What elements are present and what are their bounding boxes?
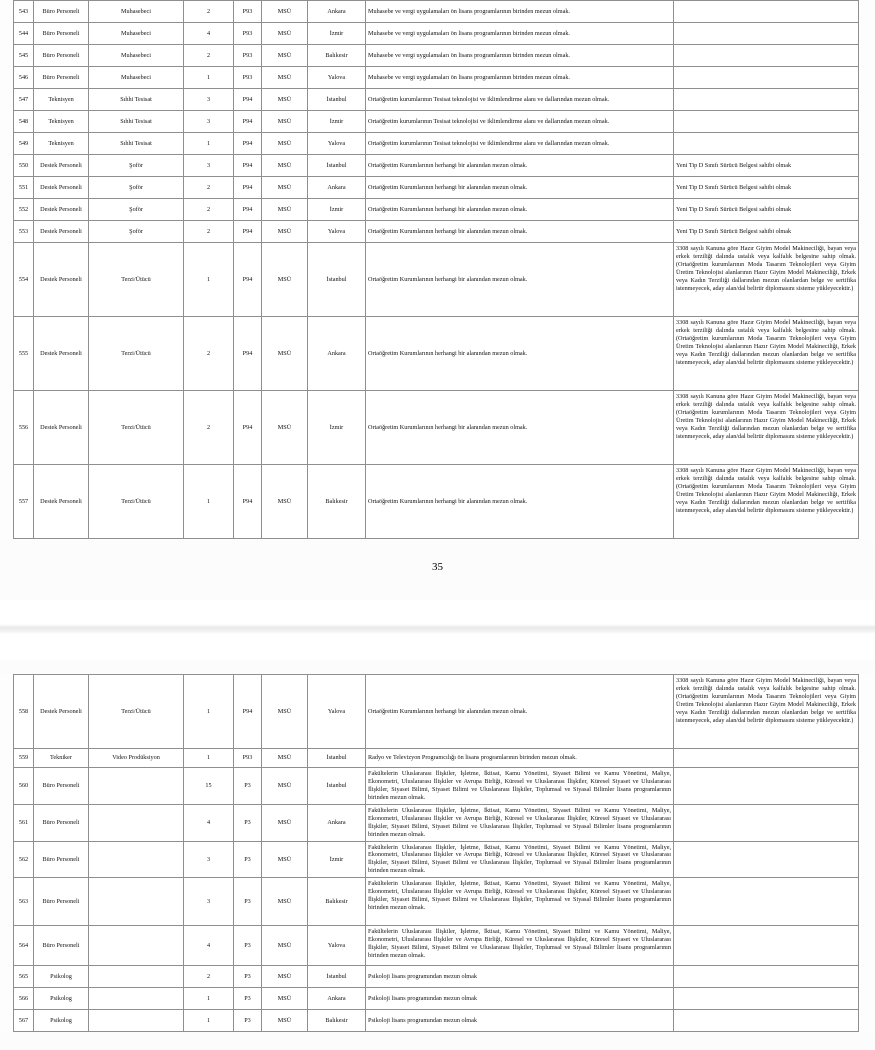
cell-ogrenim-sarti: Ortaöğretim Kurumlarının herhangi bir alanından mezun olmak. bbox=[366, 317, 674, 391]
cell-adet: 2 bbox=[184, 221, 234, 243]
table-row bbox=[14, 768, 859, 805]
table-row bbox=[14, 878, 859, 926]
page-separator-line bbox=[0, 624, 875, 634]
cell-ogrenim-sarti: Muhasebe ve vergi uygulamaları ön lisans programlarının birinden mezun olmak. bbox=[366, 67, 674, 89]
cell-ogrenim-sarti: Fakültelerin Uluslararası İlişkiler, İşletme, İktisat, Kamu Yönetimi, Siyaset Bilimi ve Kamu Yönetimi, Maliye, Ekonometri, Uluslararası İlişkiler ve Avrupa Birliği, Küresel ve Uluslararası İlişkiler, Küresel Siyaset ve Uluslararası İlişkiler, Siyaset Bilimi, Siyaset Bilimi ve Uluslararası İlişkiler, Toplumsal ve Siyasal Bilimler lisans programlarının birinden mezun olmak. bbox=[366, 841, 674, 878]
kadro-table-body-page-2 bbox=[14, 675, 859, 1032]
cell-ozel-sart bbox=[674, 988, 859, 1010]
cell-adet: 3 bbox=[184, 89, 234, 111]
page-2-sheet bbox=[0, 674, 875, 1032]
cell-brans: Terzi/Ütücü bbox=[89, 317, 184, 391]
table-row bbox=[14, 988, 859, 1010]
cell-sira-no: 545 bbox=[14, 45, 34, 67]
cell-nitelik-kodu: P94 bbox=[234, 465, 262, 539]
cell-il: İzmir bbox=[308, 199, 366, 221]
cell-kurum: MSÜ bbox=[262, 675, 308, 749]
cell-nitelik-kodu: P94 bbox=[234, 89, 262, 111]
cell-ozel-sart bbox=[674, 45, 859, 67]
cell-ogrenim-sarti: Ortaöğretim Kurumlarının herhangi bir alanından mezun olmak. bbox=[366, 199, 674, 221]
page-number: 35 bbox=[432, 561, 443, 573]
cell-adet: 2 bbox=[184, 199, 234, 221]
cell-unvan: Büro Personeli bbox=[34, 45, 89, 67]
page-2-bottom-spacer bbox=[0, 1032, 875, 1050]
cell-nitelik-kodu: P3 bbox=[234, 768, 262, 805]
cell-ozel-sart: 3308 sayılı Kanuna göre Hazır Giyim Model Makineciliği, bayan veya erkek terziliği dalında ustalık veya kalfalık belgesine sahip olmak. (Ortaöğretim kurumlarının Moda Tasarım Teknolojileri veya Giyim Üretim Teknolojisi alanlarının Hazır Giyim Model Makineciliği, Erkek veya Kadın Terziliği dallarından mezun olanlardan belge ve sertifika istenmeyecek, aday alan/dal belirtir diplomasını sisteme yükleyecektir.) bbox=[674, 317, 859, 391]
cell-ogrenim-sarti: Ortaöğretim kurumlarının Tesisat teknolojisi ve iklimlendirme alanı ve dallarından mezun olmak. bbox=[366, 89, 674, 111]
cell-ogrenim-sarti: Ortaöğretim Kurumlarının herhangi bir alanından mezun olmak. bbox=[366, 465, 674, 539]
cell-kurum: MSÜ bbox=[262, 841, 308, 878]
cell-nitelik-kodu: P94 bbox=[234, 221, 262, 243]
table-row bbox=[14, 111, 859, 133]
cell-brans: Şoför bbox=[89, 155, 184, 177]
cell-adet: 1 bbox=[184, 243, 234, 317]
cell-sira-no: 561 bbox=[14, 804, 34, 841]
cell-nitelik-kodu: P3 bbox=[234, 841, 262, 878]
cell-il: İzmir bbox=[308, 391, 366, 465]
cell-il: Ankara bbox=[308, 804, 366, 841]
cell-nitelik-kodu: P3 bbox=[234, 878, 262, 926]
cell-nitelik-kodu: P94 bbox=[234, 317, 262, 391]
cell-nitelik-kodu: P94 bbox=[234, 391, 262, 465]
cell-ozel-sart bbox=[674, 926, 859, 966]
cell-ogrenim-sarti: Muhasebe ve vergi uygulamaları ön lisans programlarının birinden mezun olmak. bbox=[366, 1, 674, 23]
cell-sira-no: 543 bbox=[14, 1, 34, 23]
cell-ozel-sart: 3308 sayılı Kanuna göre Hazır Giyim Model Makineciliği, bayan veya erkek terziliği dalında ustalık veya kalfalık belgesine sahip olmak. (Ortaöğretim kurumlarının Moda Tasarım Teknolojileri veya Giyim Üretim Teknolojisi alanlarının Hazır Giyim Model Makineciliği, Erkek veya Kadın Terziliği dallarından mezun olanlardan belge ve sertifika istenmeyecek, aday alan/dal belirtir diplomasını sisteme yükleyecektir.) bbox=[674, 391, 859, 465]
cell-kurum: MSÜ bbox=[262, 878, 308, 926]
table-row bbox=[14, 221, 859, 243]
cell-kurum: MSÜ bbox=[262, 177, 308, 199]
cell-ogrenim-sarti: Fakültelerin Uluslararası İlişkiler, İşletme, İktisat, Kamu Yönetimi, Siyaset Bilimi ve Kamu Yönetimi, Maliye, Ekonometri, Uluslararası İlişkiler ve Avrupa Birliği, Küresel ve Uluslararası İlişkiler, Küresel Siyaset ve Uluslararası İlişkiler, Siyaset Bilimi, Siyaset Bilimi ve Uluslararası İlişkiler, Toplumsal ve Siyasal Bilimler lisans programlarının birinden mezun olmak. bbox=[366, 926, 674, 966]
cell-sira-no: 546 bbox=[14, 67, 34, 89]
cell-sira-no: 554 bbox=[14, 243, 34, 317]
cell-ozel-sart bbox=[674, 23, 859, 45]
cell-ozel-sart: Yeni Tip D Sınıfı Sürücü Belgesi sahibi olmak bbox=[674, 155, 859, 177]
table-row bbox=[14, 317, 859, 391]
cell-il: İstanbul bbox=[308, 155, 366, 177]
cell-ogrenim-sarti: Ortaöğretim Kurumlarının herhangi bir alanından mezun olmak. bbox=[366, 221, 674, 243]
cell-il: Yalova bbox=[308, 221, 366, 243]
cell-ozel-sart: Yeni Tip D Sınıfı Sürücü Belgesi sahibi olmak bbox=[674, 221, 859, 243]
cell-il: Balıkesir bbox=[308, 45, 366, 67]
cell-kurum: MSÜ bbox=[262, 391, 308, 465]
cell-ogrenim-sarti: Psikoloji lisans programından mezun olmak bbox=[366, 988, 674, 1010]
cell-unvan: Destek Personeli bbox=[34, 243, 89, 317]
cell-adet: 1 bbox=[184, 749, 234, 768]
cell-sira-no: 552 bbox=[14, 199, 34, 221]
cell-kurum: MSÜ bbox=[262, 67, 308, 89]
cell-sira-no: 547 bbox=[14, 89, 34, 111]
cell-unvan: Büro Personeli bbox=[34, 878, 89, 926]
kadro-table-page-2 bbox=[13, 674, 859, 1032]
page-2-top-spacer bbox=[0, 660, 875, 674]
cell-ogrenim-sarti: Ortaöğretim Kurumlarının herhangi bir alanından mezun olmak. bbox=[366, 675, 674, 749]
cell-kurum: MSÜ bbox=[262, 926, 308, 966]
cell-il: Ankara bbox=[308, 317, 366, 391]
cell-sira-no: 553 bbox=[14, 221, 34, 243]
cell-adet: 1 bbox=[184, 465, 234, 539]
cell-kurum: MSÜ bbox=[262, 1, 308, 23]
cell-il: Balıkesir bbox=[308, 465, 366, 539]
cell-sira-no: 562 bbox=[14, 841, 34, 878]
kadro-table-body-page-1 bbox=[14, 1, 859, 539]
cell-adet: 2 bbox=[184, 1, 234, 23]
cell-adet: 3 bbox=[184, 841, 234, 878]
cell-nitelik-kodu: P93 bbox=[234, 45, 262, 67]
cell-brans bbox=[89, 768, 184, 805]
cell-kurum: MSÜ bbox=[262, 45, 308, 67]
cell-nitelik-kodu: P3 bbox=[234, 1010, 262, 1032]
cell-brans: Terzi/Ütücü bbox=[89, 465, 184, 539]
cell-il: İstanbul bbox=[308, 749, 366, 768]
cell-brans bbox=[89, 1010, 184, 1032]
cell-il: Balıkesir bbox=[308, 878, 366, 926]
cell-kurum: MSÜ bbox=[262, 768, 308, 805]
cell-sira-no: 550 bbox=[14, 155, 34, 177]
cell-unvan: Destek Personeli bbox=[34, 155, 89, 177]
cell-adet: 2 bbox=[184, 177, 234, 199]
cell-unvan: Destek Personeli bbox=[34, 317, 89, 391]
cell-il: Ankara bbox=[308, 1, 366, 23]
cell-nitelik-kodu: P94 bbox=[234, 675, 262, 749]
cell-ogrenim-sarti: Ortaöğretim Kurumlarının herhangi bir alanından mezun olmak. bbox=[366, 155, 674, 177]
cell-kurum: MSÜ bbox=[262, 966, 308, 988]
cell-sira-no: 551 bbox=[14, 177, 34, 199]
cell-unvan: Tekniker bbox=[34, 749, 89, 768]
cell-il: İzmir bbox=[308, 111, 366, 133]
cell-unvan: Destek Personeli bbox=[34, 675, 89, 749]
cell-sira-no: 564 bbox=[14, 926, 34, 966]
cell-unvan: Büro Personeli bbox=[34, 841, 89, 878]
table-row bbox=[14, 177, 859, 199]
cell-ogrenim-sarti: Ortaöğretim kurumlarının Tesisat teknolojisi ve iklimlendirme alanı ve dallarından mezun olmak. bbox=[366, 133, 674, 155]
cell-kurum: MSÜ bbox=[262, 199, 308, 221]
cell-sira-no: 557 bbox=[14, 465, 34, 539]
cell-kurum: MSÜ bbox=[262, 317, 308, 391]
cell-kurum: MSÜ bbox=[262, 243, 308, 317]
cell-il: Ankara bbox=[308, 988, 366, 1010]
cell-ozel-sart bbox=[674, 768, 859, 805]
cell-kurum: MSÜ bbox=[262, 133, 308, 155]
cell-ozel-sart: Yeni Tip D Sınıfı Sürücü Belgesi sahibi olmak bbox=[674, 199, 859, 221]
cell-ozel-sart bbox=[674, 749, 859, 768]
cell-il: Balıkesir bbox=[308, 1010, 366, 1032]
cell-ozel-sart: 3308 sayılı Kanuna göre Hazır Giyim Model Makineciliği, bayan veya erkek terziliği dalında ustalık veya kalfalık belgesine sahip olmak. (Ortaöğretim kurumlarının Moda Tasarım Teknolojileri veya Giyim Üretim Teknolojisi alanlarının Hazır Giyim Model Makineciliği, Erkek veya Kadın Terziliği dallarından mezun olanlardan belge ve sertifika istenmeyecek, aday alan/dal belirtir diplomasını sisteme yükleyecektir.) bbox=[674, 465, 859, 539]
cell-sira-no: 559 bbox=[14, 749, 34, 768]
cell-sira-no: 560 bbox=[14, 768, 34, 805]
cell-brans: Şoför bbox=[89, 177, 184, 199]
cell-adet: 3 bbox=[184, 155, 234, 177]
cell-unvan: Teknisyen bbox=[34, 111, 89, 133]
cell-sira-no: 558 bbox=[14, 675, 34, 749]
cell-brans: Sıhhi Tesisat bbox=[89, 89, 184, 111]
cell-nitelik-kodu: P94 bbox=[234, 199, 262, 221]
cell-kurum: MSÜ bbox=[262, 465, 308, 539]
cell-ogrenim-sarti: Ortaöğretim kurumlarının Tesisat teknolojisi ve iklimlendirme alanı ve dallarından mezun olmak. bbox=[366, 111, 674, 133]
table-row bbox=[14, 155, 859, 177]
cell-ozel-sart bbox=[674, 841, 859, 878]
cell-adet: 4 bbox=[184, 23, 234, 45]
cell-ozel-sart: 3308 sayılı Kanuna göre Hazır Giyim Model Makineciliği, bayan veya erkek terziliği dalında ustalık veya kalfalık belgesine sahip olmak. (Ortaöğretim kurumlarının Moda Tasarım Teknolojileri veya Giyim Üretim Teknolojisi alanlarının Hazır Giyim Model Makineciliği, Erkek veya Kadın Terziliği dallarından mezun olanlardan belge ve sertifika istenmeyecek, aday alan/dal belirtir diplomasını sisteme yükleyecektir.) bbox=[674, 243, 859, 317]
cell-brans: Terzi/Ütücü bbox=[89, 675, 184, 749]
cell-ozel-sart bbox=[674, 67, 859, 89]
cell-brans: Şoför bbox=[89, 199, 184, 221]
cell-kurum: MSÜ bbox=[262, 23, 308, 45]
cell-brans: Sıhhi Tesisat bbox=[89, 111, 184, 133]
cell-brans: Video Prodüksiyon bbox=[89, 749, 184, 768]
table-row bbox=[14, 89, 859, 111]
cell-il: İzmir bbox=[308, 23, 366, 45]
table-row bbox=[14, 749, 859, 768]
cell-ozel-sart bbox=[674, 1010, 859, 1032]
cell-nitelik-kodu: P93 bbox=[234, 749, 262, 768]
cell-kurum: MSÜ bbox=[262, 111, 308, 133]
table-row bbox=[14, 1010, 859, 1032]
cell-brans bbox=[89, 966, 184, 988]
cell-ozel-sart bbox=[674, 878, 859, 926]
cell-il: Yalova bbox=[308, 675, 366, 749]
cell-brans: Şoför bbox=[89, 221, 184, 243]
cell-brans bbox=[89, 804, 184, 841]
cell-ogrenim-sarti: Fakültelerin Uluslararası İlişkiler, İşletme, İktisat, Kamu Yönetimi, Siyaset Bilimi ve Kamu Yönetimi, Maliye, Ekonometri, Uluslararası İlişkiler ve Avrupa Birliği, Küresel ve Uluslararası İlişkiler, Küresel Siyaset ve Uluslararası İlişkiler, Siyaset Bilimi, Siyaset Bilimi ve Uluslararası İlişkiler, Toplumsal ve Siyasal Bilimler lisans programlarının birinden mezun olmak. bbox=[366, 878, 674, 926]
cell-ogrenim-sarti: Ortaöğretim Kurumlarının herhangi bir alanından mezun olmak. bbox=[366, 243, 674, 317]
cell-nitelik-kodu: P94 bbox=[234, 177, 262, 199]
cell-nitelik-kodu: P94 bbox=[234, 155, 262, 177]
cell-nitelik-kodu: P94 bbox=[234, 133, 262, 155]
cell-brans: Muhasebeci bbox=[89, 67, 184, 89]
cell-unvan: Büro Personeli bbox=[34, 926, 89, 966]
table-row bbox=[14, 465, 859, 539]
table-row bbox=[14, 804, 859, 841]
cell-ogrenim-sarti: Muhasebe ve vergi uygulamaları ön lisans programlarının birinden mezun olmak. bbox=[366, 45, 674, 67]
cell-kurum: MSÜ bbox=[262, 804, 308, 841]
cell-brans: Terzi/Ütücü bbox=[89, 243, 184, 317]
cell-unvan: Destek Personeli bbox=[34, 221, 89, 243]
cell-adet: 1 bbox=[184, 988, 234, 1010]
cell-unvan: Psikolog bbox=[34, 988, 89, 1010]
table-row bbox=[14, 199, 859, 221]
cell-ozel-sart bbox=[674, 1, 859, 23]
cell-ogrenim-sarti: Radyo ve Televizyon Programcılığı ön lisans programlarının birinden mezun olmak. bbox=[366, 749, 674, 768]
cell-sira-no: 563 bbox=[14, 878, 34, 926]
table-row bbox=[14, 841, 859, 878]
cell-nitelik-kodu: P94 bbox=[234, 243, 262, 317]
cell-brans: Muhasebeci bbox=[89, 1, 184, 23]
cell-ogrenim-sarti: Psikoloji lisans programından mezun olmak bbox=[366, 966, 674, 988]
cell-il: Ankara bbox=[308, 177, 366, 199]
cell-kurum: MSÜ bbox=[262, 1010, 308, 1032]
cell-brans bbox=[89, 878, 184, 926]
cell-brans bbox=[89, 926, 184, 966]
document-page-2 bbox=[0, 660, 875, 1050]
cell-unvan: Büro Personeli bbox=[34, 768, 89, 805]
cell-sira-no: 544 bbox=[14, 23, 34, 45]
cell-nitelik-kodu: P93 bbox=[234, 1, 262, 23]
cell-adet: 4 bbox=[184, 926, 234, 966]
cell-ozel-sart bbox=[674, 804, 859, 841]
cell-brans bbox=[89, 841, 184, 878]
table-row bbox=[14, 45, 859, 67]
cell-nitelik-kodu: P93 bbox=[234, 23, 262, 45]
cell-ogrenim-sarti: Muhasebe ve vergi uygulamaları ön lisans programlarının birinden mezun olmak. bbox=[366, 23, 674, 45]
cell-ogrenim-sarti: Ortaöğretim Kurumlarının herhangi bir alanından mezun olmak. bbox=[366, 391, 674, 465]
cell-adet: 2 bbox=[184, 966, 234, 988]
cell-unvan: Teknisyen bbox=[34, 133, 89, 155]
cell-unvan: Büro Personeli bbox=[34, 804, 89, 841]
table-row bbox=[14, 926, 859, 966]
cell-brans: Muhasebeci bbox=[89, 23, 184, 45]
cell-sira-no: 548 bbox=[14, 111, 34, 133]
cell-adet: 15 bbox=[184, 768, 234, 805]
cell-adet: 2 bbox=[184, 317, 234, 391]
cell-sira-no: 556 bbox=[14, 391, 34, 465]
table-row bbox=[14, 675, 859, 749]
table-row bbox=[14, 67, 859, 89]
cell-brans: Sıhhi Tesisat bbox=[89, 133, 184, 155]
cell-il: Yalova bbox=[308, 926, 366, 966]
cell-kurum: MSÜ bbox=[262, 988, 308, 1010]
cell-il: Yalova bbox=[308, 133, 366, 155]
cell-nitelik-kodu: P3 bbox=[234, 966, 262, 988]
cell-adet: 4 bbox=[184, 804, 234, 841]
cell-unvan: Büro Personeli bbox=[34, 23, 89, 45]
cell-ozel-sart bbox=[674, 966, 859, 988]
cell-adet: 3 bbox=[184, 111, 234, 133]
page-separator bbox=[0, 600, 875, 660]
cell-nitelik-kodu: P3 bbox=[234, 804, 262, 841]
cell-ozel-sart: Yeni Tip D Sınıfı Sürücü Belgesi sahibi olmak bbox=[674, 177, 859, 199]
cell-unvan: Psikolog bbox=[34, 1010, 89, 1032]
cell-ozel-sart bbox=[674, 133, 859, 155]
table-row bbox=[14, 23, 859, 45]
cell-nitelik-kodu: P93 bbox=[234, 67, 262, 89]
cell-il: İzmir bbox=[308, 841, 366, 878]
cell-brans bbox=[89, 988, 184, 1010]
cell-ogrenim-sarti: Fakültelerin Uluslararası İlişkiler, İşletme, İktisat, Kamu Yönetimi, Siyaset Bilimi ve Kamu Yönetimi, Maliye, Ekonometri, Uluslararası İlişkiler ve Avrupa Birliği, Küresel ve Uluslararası İlişkiler, Küresel Siyaset ve Uluslararası İlişkiler, Siyaset Bilimi, Siyaset Bilimi ve Uluslararası İlişkiler, Toplumsal ve Siyasal Bilimler lisans programlarının birinden mezun olmak. bbox=[366, 804, 674, 841]
cell-nitelik-kodu: P94 bbox=[234, 111, 262, 133]
cell-sira-no: 555 bbox=[14, 317, 34, 391]
cell-ozel-sart: 3308 sayılı Kanuna göre Hazır Giyim Model Makineciliği, bayan veya erkek terziliği dalında ustalık veya kalfalık belgesine sahip olmak. (Ortaöğretim kurumlarının Moda Tasarım Teknolojileri veya Giyim Üretim Teknolojisi alanlarının Hazır Giyim Model Makineciliği, Erkek veya Kadın Terziliği dallarından mezun olanlardan belge ve sertifika istenmeyecek, aday alan/dal belirtir diplomasını sisteme yükleyecektir.) bbox=[674, 675, 859, 749]
cell-unvan: Büro Personeli bbox=[34, 67, 89, 89]
cell-ogrenim-sarti: Ortaöğretim Kurumlarının herhangi bir alanından mezun olmak. bbox=[366, 177, 674, 199]
cell-adet: 1 bbox=[184, 133, 234, 155]
cell-ogrenim-sarti: Fakültelerin Uluslararası İlişkiler, İşletme, İktisat, Kamu Yönetimi, Siyaset Bilimi ve Kamu Yönetimi, Maliye, Ekonometri, Uluslararası İlişkiler ve Avrupa Birliği, Küresel ve Uluslararası İlişkiler, Küresel Siyaset ve Uluslararası İlişkiler, Siyaset Bilimi, Siyaset Bilimi ve Uluslararası İlişkiler, Toplumsal ve Siyasal Bilimler lisans programlarının birinden mezun olmak. bbox=[366, 768, 674, 805]
cell-il: İstanbul bbox=[308, 89, 366, 111]
cell-unvan: Psikolog bbox=[34, 966, 89, 988]
cell-adet: 2 bbox=[184, 391, 234, 465]
cell-adet: 1 bbox=[184, 1010, 234, 1032]
cell-ozel-sart bbox=[674, 89, 859, 111]
cell-il: İstanbul bbox=[308, 966, 366, 988]
cell-kurum: MSÜ bbox=[262, 155, 308, 177]
cell-adet: 2 bbox=[184, 45, 234, 67]
cell-kurum: MSÜ bbox=[262, 749, 308, 768]
cell-unvan: Destek Personeli bbox=[34, 177, 89, 199]
table-row bbox=[14, 966, 859, 988]
table-row bbox=[14, 133, 859, 155]
cell-unvan: Destek Personeli bbox=[34, 199, 89, 221]
kadro-table-page-1 bbox=[13, 0, 859, 539]
cell-brans: Muhasebeci bbox=[89, 45, 184, 67]
cell-sira-no: 566 bbox=[14, 988, 34, 1010]
cell-sira-no: 549 bbox=[14, 133, 34, 155]
cell-il: Yalova bbox=[308, 67, 366, 89]
cell-unvan: Büro Personeli bbox=[34, 1, 89, 23]
cell-brans: Terzi/Ütücü bbox=[89, 391, 184, 465]
cell-nitelik-kodu: P3 bbox=[234, 988, 262, 1010]
cell-kurum: MSÜ bbox=[262, 221, 308, 243]
cell-ogrenim-sarti: Psikoloji lisans programından mezun olmak bbox=[366, 1010, 674, 1032]
cell-adet: 1 bbox=[184, 675, 234, 749]
cell-kurum: MSÜ bbox=[262, 89, 308, 111]
table-row bbox=[14, 391, 859, 465]
table-row bbox=[14, 243, 859, 317]
cell-il: İstanbul bbox=[308, 768, 366, 805]
cell-unvan: Teknisyen bbox=[34, 89, 89, 111]
cell-ozel-sart bbox=[674, 111, 859, 133]
table-row bbox=[14, 1, 859, 23]
cell-adet: 1 bbox=[184, 67, 234, 89]
cell-unvan: Destek Personeli bbox=[34, 391, 89, 465]
cell-unvan: Destek Personeli bbox=[34, 465, 89, 539]
cell-sira-no: 565 bbox=[14, 966, 34, 988]
cell-adet: 3 bbox=[184, 878, 234, 926]
cell-sira-no: 567 bbox=[14, 1010, 34, 1032]
cell-nitelik-kodu: P3 bbox=[234, 926, 262, 966]
cell-il: İstanbul bbox=[308, 243, 366, 317]
